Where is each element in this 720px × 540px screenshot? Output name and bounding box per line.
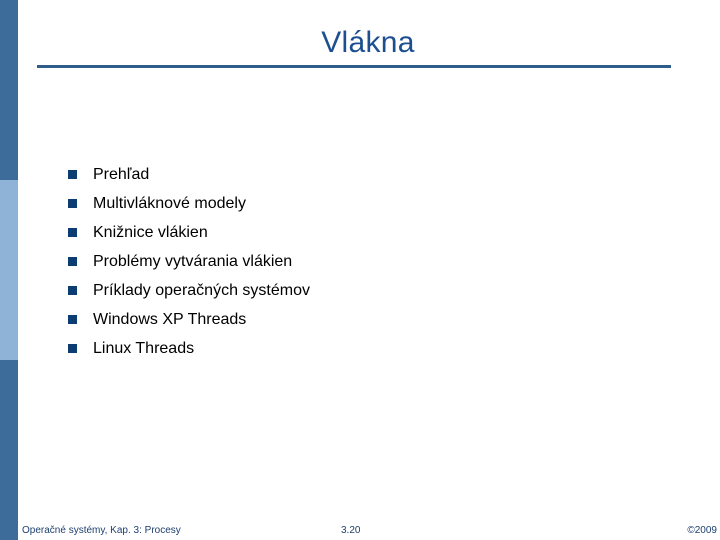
- square-bullet-icon: [68, 228, 77, 237]
- bullet-item: [68, 247, 310, 276]
- bullet-item: [68, 276, 310, 305]
- square-bullet-icon: [68, 315, 77, 324]
- bullet-text: Multivláknové modely: [93, 194, 246, 212]
- bullet-text: Knižnice vlákien: [93, 223, 208, 241]
- footer-slide-number: 3.20: [341, 525, 361, 536]
- square-bullet-icon: [68, 257, 77, 266]
- bullet-text: Problémy vytvárania vlákien: [93, 252, 293, 270]
- square-bullet-icon: [68, 344, 77, 353]
- square-bullet-icon: [68, 286, 77, 295]
- footer-copyright: ©2009: [687, 525, 717, 536]
- bullet-text: Príklady operačných systémov: [93, 281, 310, 299]
- square-bullet-icon: [68, 199, 77, 208]
- square-bullet-icon: [68, 170, 77, 179]
- bullet-text: Linux Threads: [93, 339, 195, 357]
- bullet-item: [68, 160, 310, 189]
- left-decorative-bar: [0, 0, 18, 540]
- bullet-item: [68, 218, 310, 247]
- footer-course-label: Operačné systémy, Kap. 3: Procesy: [22, 525, 181, 536]
- left-bar-segment: [0, 360, 18, 540]
- bullet-text: Windows XP Threads: [93, 310, 247, 328]
- slide-title: Vlákna: [321, 26, 415, 59]
- bullet-list: [68, 160, 310, 363]
- left-bar-segment: [0, 180, 18, 360]
- bullet-text: Prehľad: [93, 165, 150, 183]
- bullet-item: [68, 334, 310, 363]
- bullet-item: [68, 189, 310, 218]
- bullet-item: [68, 305, 310, 334]
- title-underline: [37, 65, 671, 68]
